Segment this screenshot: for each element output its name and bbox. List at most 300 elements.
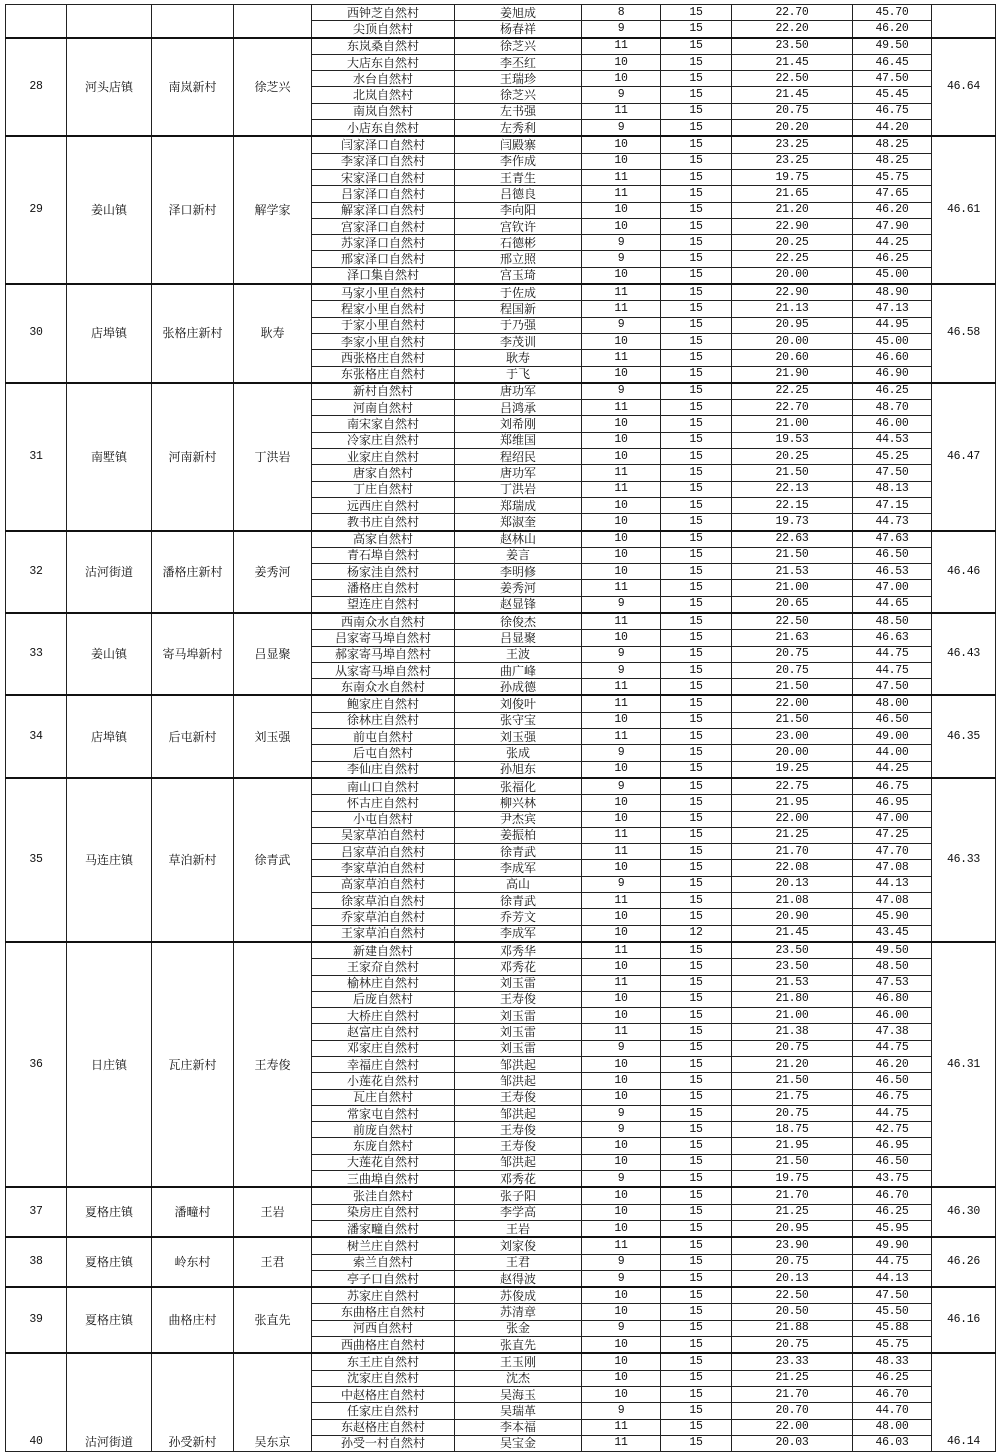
score-a-cell: 9	[582, 778, 661, 795]
score-a-cell: 10	[582, 1073, 661, 1089]
total-score-cell: 44.75	[853, 1040, 932, 1056]
natural-village-cell: 大莲花自然村	[312, 1154, 455, 1170]
score-b-cell: 15	[661, 1403, 732, 1419]
score-c-cell: 21.50	[732, 547, 853, 563]
natural-village-cell: 东张格庄自然村	[312, 366, 455, 383]
score-a-cell: 10	[582, 1287, 661, 1304]
natural-village-cell: 望连庄自然村	[312, 596, 455, 613]
person-cell: 徐青武	[455, 893, 582, 909]
person-cell: 吴瑞革	[455, 1403, 582, 1419]
score-b-cell: 15	[661, 514, 732, 531]
score-a-cell: 11	[582, 679, 661, 696]
natural-village-cell: 树兰庄自然村	[312, 1237, 455, 1254]
person-cell: 王瑞珍	[455, 71, 582, 87]
person-cell: 邹洪起	[455, 1105, 582, 1121]
score-b-cell: 15	[661, 383, 732, 400]
natural-village-cell: 西钟芝自然村	[312, 5, 455, 21]
score-b-cell: 15	[661, 860, 732, 876]
table-row	[6, 383, 996, 400]
new-village-cell	[152, 5, 234, 38]
total-score-cell: 45.00	[853, 333, 932, 349]
score-b-cell: 15	[661, 1008, 732, 1024]
score-b-cell: 15	[661, 1237, 732, 1254]
person-cell: 张直先	[455, 1337, 582, 1354]
person-cell: 吴海玉	[455, 1386, 582, 1402]
total-score-cell: 48.25	[853, 136, 932, 153]
total-score-cell: 45.90	[853, 909, 932, 925]
total-score-cell: 44.13	[853, 1270, 932, 1287]
natural-village-cell: 解家泽口自然村	[312, 202, 455, 218]
score-a-cell: 10	[582, 1089, 661, 1105]
person-cell: 杨春祥	[455, 21, 582, 38]
rank-number-cell: 29	[6, 136, 67, 284]
person-cell: 吕德良	[455, 186, 582, 202]
person-cell: 石德彬	[455, 235, 582, 251]
secretary-cell: 姜秀河	[234, 531, 312, 613]
person-cell: 张福化	[455, 778, 582, 795]
natural-village-cell: 苏家泽口自然村	[312, 235, 455, 251]
score-b-cell: 15	[661, 1419, 732, 1435]
score-a-cell: 10	[582, 202, 661, 218]
score-c-cell: 21.25	[732, 1204, 853, 1220]
total-score-cell: 46.50	[853, 1154, 932, 1170]
score-c-cell: 21.00	[732, 580, 853, 596]
score-b-cell: 15	[661, 366, 732, 383]
total-score-cell: 47.50	[853, 679, 932, 696]
natural-village-cell: 李仙庄自然村	[312, 761, 455, 778]
score-b-cell: 15	[661, 103, 732, 119]
rank-number-cell: 40	[6, 1353, 67, 1451]
natural-village-cell: 北岚自然村	[312, 87, 455, 103]
total-score-cell: 45.75	[853, 1337, 932, 1354]
score-c-cell: 20.25	[732, 235, 853, 251]
score-b-cell: 15	[661, 1204, 732, 1220]
score-b-cell: 15	[661, 1220, 732, 1237]
score-c-cell: 23.50	[732, 959, 853, 975]
total-score-cell: 45.95	[853, 1220, 932, 1237]
score-a-cell: 11	[582, 729, 661, 745]
score-a-cell: 9	[582, 251, 661, 267]
total-score-cell: 47.25	[853, 827, 932, 843]
person-cell: 王寿俊	[455, 991, 582, 1007]
person-cell: 王寿俊	[455, 1122, 582, 1138]
table-row	[6, 1237, 996, 1254]
total-score-cell: 44.00	[853, 745, 932, 761]
natural-village-cell: 西张格庄自然村	[312, 350, 455, 366]
natural-village-cell: 青石埠自然村	[312, 547, 455, 563]
score-a-cell: 11	[582, 169, 661, 185]
score-b-cell: 15	[661, 679, 732, 696]
score-c-cell: 20.13	[732, 876, 853, 892]
town-cell: 沽河街道	[67, 1353, 152, 1451]
total-score-cell: 45.50	[853, 1304, 932, 1320]
score-c-cell: 22.15	[732, 497, 853, 513]
person-cell: 柳兴林	[455, 795, 582, 811]
total-score-cell: 45.00	[853, 267, 932, 284]
score-a-cell: 10	[582, 1386, 661, 1402]
natural-village-cell: 小屯自然村	[312, 811, 455, 827]
person-cell: 李学高	[455, 1204, 582, 1220]
person-cell: 宫玉琦	[455, 267, 582, 284]
town-cell: 日庄镇	[67, 942, 152, 1187]
table-row	[6, 1187, 996, 1204]
score-a-cell: 11	[582, 580, 661, 596]
score-a-cell: 10	[582, 366, 661, 383]
new-village-cell: 曲格庄村	[152, 1287, 234, 1353]
score-c-cell: 20.20	[732, 120, 853, 137]
score-a-cell: 10	[582, 1337, 661, 1354]
total-score-cell: 46.00	[853, 1008, 932, 1024]
score-a-cell: 10	[582, 267, 661, 284]
secretary-cell: 王君	[234, 1237, 312, 1287]
natural-village-cell: 东庞自然村	[312, 1138, 455, 1154]
table-row	[6, 613, 996, 630]
rank-number-cell: 38	[6, 1237, 67, 1287]
total-score-cell: 47.00	[853, 811, 932, 827]
score-a-cell: 9	[582, 1105, 661, 1121]
total-score-cell: 46.03	[853, 1435, 932, 1451]
total-score-cell: 46.50	[853, 547, 932, 563]
score-c-cell: 21.00	[732, 1008, 853, 1024]
town-cell: 店埠镇	[67, 695, 152, 777]
score-c-cell: 20.60	[732, 350, 853, 366]
town-cell: 夏格庄镇	[67, 1187, 152, 1237]
total-score-cell: 46.95	[853, 1138, 932, 1154]
person-cell: 刘俊叶	[455, 695, 582, 712]
score-a-cell: 9	[582, 596, 661, 613]
rank-number-cell: 28	[6, 38, 67, 137]
table-row	[6, 942, 996, 959]
person-cell: 沈杰	[455, 1370, 582, 1386]
rank-number-cell: 36	[6, 942, 67, 1187]
score-c-cell: 21.53	[732, 564, 853, 580]
person-cell: 张成	[455, 745, 582, 761]
total-score-cell: 46.95	[853, 795, 932, 811]
rank-number-cell: 31	[6, 383, 67, 531]
person-cell: 高山	[455, 876, 582, 892]
natural-village-cell: 水台自然村	[312, 71, 455, 87]
average-score-cell: 46.61	[932, 136, 996, 284]
score-a-cell: 10	[582, 1204, 661, 1220]
natural-village-cell: 前屯自然村	[312, 729, 455, 745]
total-score-cell: 48.50	[853, 959, 932, 975]
score-b-cell: 15	[661, 432, 732, 448]
town-cell	[67, 5, 152, 38]
score-c-cell: 22.50	[732, 71, 853, 87]
total-score-cell: 42.75	[853, 1122, 932, 1138]
person-cell: 李本福	[455, 1419, 582, 1435]
score-c-cell: 20.65	[732, 596, 853, 613]
score-c-cell: 23.25	[732, 136, 853, 153]
total-score-cell: 48.13	[853, 481, 932, 497]
score-c-cell: 20.75	[732, 1040, 853, 1056]
new-village-cell: 南岚新村	[152, 38, 234, 137]
person-cell: 邹洪起	[455, 1154, 582, 1170]
score-c-cell: 22.25	[732, 383, 853, 400]
rank-number-cell: 37	[6, 1187, 67, 1237]
person-cell: 李作成	[455, 153, 582, 169]
table-body	[6, 5, 996, 1452]
score-a-cell: 11	[582, 301, 661, 317]
score-b-cell: 15	[661, 1254, 732, 1270]
natural-village-cell: 后屯自然村	[312, 745, 455, 761]
total-score-cell: 48.70	[853, 400, 932, 416]
person-cell: 程国新	[455, 301, 582, 317]
score-c-cell: 20.13	[732, 1270, 853, 1287]
total-score-cell: 49.00	[853, 729, 932, 745]
score-b-cell: 15	[661, 301, 732, 317]
score-c-cell: 20.90	[732, 909, 853, 925]
score-b-cell: 15	[661, 1386, 732, 1402]
score-c-cell: 21.38	[732, 1024, 853, 1040]
total-score-cell: 46.75	[853, 1089, 932, 1105]
natural-village-cell: 中赵格庄自然村	[312, 1386, 455, 1402]
score-b-cell: 15	[661, 547, 732, 563]
person-cell: 刘家俊	[455, 1237, 582, 1254]
score-c-cell: 22.00	[732, 811, 853, 827]
average-score-cell: 46.47	[932, 383, 996, 531]
score-c-cell: 19.73	[732, 514, 853, 531]
score-b-cell: 15	[661, 712, 732, 728]
score-b-cell: 15	[661, 1370, 732, 1386]
natural-village-cell: 徐林庄自然村	[312, 712, 455, 728]
natural-village-cell: 西曲格庄自然村	[312, 1337, 455, 1354]
score-b-cell: 15	[661, 893, 732, 909]
natural-village-cell: 高家草泊自然村	[312, 876, 455, 892]
score-a-cell: 11	[582, 465, 661, 481]
score-a-cell: 10	[582, 136, 661, 153]
secretary-cell: 刘玉强	[234, 695, 312, 777]
total-score-cell: 47.53	[853, 975, 932, 991]
score-b-cell: 15	[661, 186, 732, 202]
total-score-cell: 46.45	[853, 54, 932, 70]
score-c-cell: 19.25	[732, 761, 853, 778]
score-c-cell: 21.65	[732, 186, 853, 202]
new-village-cell: 张格庄新村	[152, 284, 234, 383]
score-b-cell: 15	[661, 333, 732, 349]
score-a-cell: 10	[582, 860, 661, 876]
total-score-cell: 45.70	[853, 5, 932, 21]
town-cell: 夏格庄镇	[67, 1287, 152, 1353]
total-score-cell: 48.50	[853, 613, 932, 630]
score-c-cell: 23.50	[732, 942, 853, 959]
average-score-cell: 46.16	[932, 1287, 996, 1353]
average-score-cell: 46.30	[932, 1187, 996, 1237]
score-c-cell: 20.75	[732, 1337, 853, 1354]
score-c-cell: 22.00	[732, 1419, 853, 1435]
total-score-cell: 47.65	[853, 186, 932, 202]
score-c-cell: 21.45	[732, 87, 853, 103]
natural-village-cell: 吕家草泊自然村	[312, 844, 455, 860]
total-score-cell: 44.75	[853, 646, 932, 662]
natural-village-cell: 大店东自然村	[312, 54, 455, 70]
score-b-cell: 15	[661, 1270, 732, 1287]
person-cell: 李向阳	[455, 202, 582, 218]
score-a-cell: 11	[582, 481, 661, 497]
secretary-cell	[234, 5, 312, 38]
person-cell: 耿寿	[455, 350, 582, 366]
natural-village-cell: 染房庄自然村	[312, 1204, 455, 1220]
total-score-cell: 48.25	[853, 153, 932, 169]
natural-village-cell: 东南众水自然村	[312, 679, 455, 696]
score-a-cell: 11	[582, 975, 661, 991]
score-c-cell: 21.63	[732, 630, 853, 646]
table-row	[6, 1353, 996, 1370]
natural-village-cell: 潘家疃自然村	[312, 1220, 455, 1237]
score-a-cell: 11	[582, 1237, 661, 1254]
natural-village-cell: 大桥庄自然村	[312, 1008, 455, 1024]
person-cell: 赵林山	[455, 531, 582, 548]
person-cell: 刘希刚	[455, 416, 582, 432]
score-a-cell: 11	[582, 695, 661, 712]
town-cell: 姜山镇	[67, 613, 152, 695]
total-score-cell: 45.88	[853, 1320, 932, 1336]
person-cell: 于飞	[455, 366, 582, 383]
score-c-cell: 21.25	[732, 827, 853, 843]
person-cell: 张守宝	[455, 712, 582, 728]
score-b-cell: 15	[661, 662, 732, 678]
score-c-cell: 22.75	[732, 778, 853, 795]
total-score-cell: 44.20	[853, 120, 932, 137]
person-cell: 王玉刚	[455, 1353, 582, 1370]
score-c-cell: 20.70	[732, 1403, 853, 1419]
new-village-cell: 岭东村	[152, 1237, 234, 1287]
score-b-cell: 15	[661, 1320, 732, 1336]
score-c-cell: 22.70	[732, 5, 853, 21]
natural-village-cell: 吕家寄马埠自然村	[312, 630, 455, 646]
score-b-cell: 15	[661, 795, 732, 811]
total-score-cell: 46.50	[853, 712, 932, 728]
score-a-cell: 9	[582, 235, 661, 251]
score-c-cell: 21.75	[732, 1089, 853, 1105]
natural-village-cell: 从家寄马埠自然村	[312, 662, 455, 678]
person-cell: 王寿俊	[455, 1138, 582, 1154]
total-score-cell: 47.08	[853, 893, 932, 909]
score-b-cell: 15	[661, 580, 732, 596]
score-b-cell: 15	[661, 564, 732, 580]
score-c-cell: 20.00	[732, 267, 853, 284]
score-c-cell: 19.53	[732, 432, 853, 448]
natural-village-cell: 李家草泊自然村	[312, 860, 455, 876]
score-a-cell: 11	[582, 1024, 661, 1040]
score-a-cell: 10	[582, 218, 661, 234]
person-cell: 唐功军	[455, 465, 582, 481]
score-b-cell: 15	[661, 596, 732, 613]
ranking-table	[5, 4, 996, 1452]
score-b-cell: 15	[661, 251, 732, 267]
score-b-cell: 15	[661, 1353, 732, 1370]
score-a-cell: 10	[582, 416, 661, 432]
person-cell: 邓秀花	[455, 1171, 582, 1188]
natural-village-cell: 榆林庄自然村	[312, 975, 455, 991]
person-cell: 程绍民	[455, 449, 582, 465]
total-score-cell: 49.50	[853, 942, 932, 959]
score-a-cell: 9	[582, 1171, 661, 1188]
total-score-cell: 46.70	[853, 1386, 932, 1402]
score-b-cell: 12	[661, 925, 732, 942]
total-score-cell: 47.70	[853, 844, 932, 860]
score-b-cell: 15	[661, 1154, 732, 1170]
score-c-cell: 21.50	[732, 679, 853, 696]
score-a-cell: 10	[582, 795, 661, 811]
score-a-cell: 11	[582, 613, 661, 630]
person-cell: 邹洪起	[455, 1073, 582, 1089]
new-village-cell: 潘疃村	[152, 1187, 234, 1237]
total-score-cell: 47.13	[853, 301, 932, 317]
score-c-cell: 20.75	[732, 1105, 853, 1121]
new-village-cell: 泽口新村	[152, 136, 234, 284]
person-cell: 刘玉雷	[455, 1008, 582, 1024]
natural-village-cell: 冷家庄自然村	[312, 432, 455, 448]
rank-number-cell: 35	[6, 778, 67, 942]
total-score-cell: 48.90	[853, 284, 932, 301]
score-c-cell: 21.70	[732, 1187, 853, 1204]
new-village-cell: 瓦庄新村	[152, 942, 234, 1187]
score-a-cell: 11	[582, 1435, 661, 1451]
score-c-cell: 19.75	[732, 1171, 853, 1188]
score-a-cell: 10	[582, 811, 661, 827]
town-cell: 南墅镇	[67, 383, 152, 531]
score-b-cell: 15	[661, 136, 732, 153]
secretary-cell: 耿寿	[234, 284, 312, 383]
person-cell: 赵得波	[455, 1270, 582, 1287]
score-a-cell: 10	[582, 547, 661, 563]
total-score-cell: 46.00	[853, 416, 932, 432]
score-b-cell: 15	[661, 959, 732, 975]
natural-village-cell: 宋家泽口自然村	[312, 169, 455, 185]
rank-number-cell	[6, 5, 67, 38]
score-b-cell: 15	[661, 87, 732, 103]
score-b-cell: 15	[661, 778, 732, 795]
score-b-cell: 15	[661, 1304, 732, 1320]
natural-village-cell: 丁庄自然村	[312, 481, 455, 497]
score-a-cell: 10	[582, 333, 661, 349]
score-b-cell: 15	[661, 153, 732, 169]
total-score-cell: 47.15	[853, 497, 932, 513]
score-a-cell: 11	[582, 400, 661, 416]
score-a-cell: 10	[582, 1057, 661, 1073]
average-score-cell: 46.26	[932, 1237, 996, 1287]
score-b-cell: 15	[661, 317, 732, 333]
natural-village-cell: 远西庄自然村	[312, 497, 455, 513]
natural-village-cell: 尖顶自然村	[312, 21, 455, 38]
secretary-cell: 解学家	[234, 136, 312, 284]
score-c-cell: 22.63	[732, 531, 853, 548]
natural-village-cell: 李家泽口自然村	[312, 153, 455, 169]
score-c-cell: 19.75	[732, 169, 853, 185]
person-cell: 唐功军	[455, 383, 582, 400]
score-a-cell: 11	[582, 38, 661, 55]
total-score-cell: 46.63	[853, 630, 932, 646]
person-cell: 李茂训	[455, 333, 582, 349]
person-cell: 王岩	[455, 1220, 582, 1237]
score-c-cell: 20.50	[732, 1304, 853, 1320]
natural-village-cell: 东曲格庄自然村	[312, 1304, 455, 1320]
score-c-cell: 20.03	[732, 1435, 853, 1451]
score-b-cell: 15	[661, 267, 732, 284]
score-c-cell: 22.08	[732, 860, 853, 876]
table-row	[6, 778, 996, 795]
score-a-cell: 10	[582, 449, 661, 465]
town-cell: 姜山镇	[67, 136, 152, 284]
score-c-cell: 23.50	[732, 38, 853, 55]
person-cell: 吕鸿承	[455, 400, 582, 416]
score-b-cell: 15	[661, 235, 732, 251]
score-a-cell: 9	[582, 662, 661, 678]
score-a-cell: 9	[582, 876, 661, 892]
score-a-cell: 9	[582, 87, 661, 103]
person-cell: 张金	[455, 1320, 582, 1336]
